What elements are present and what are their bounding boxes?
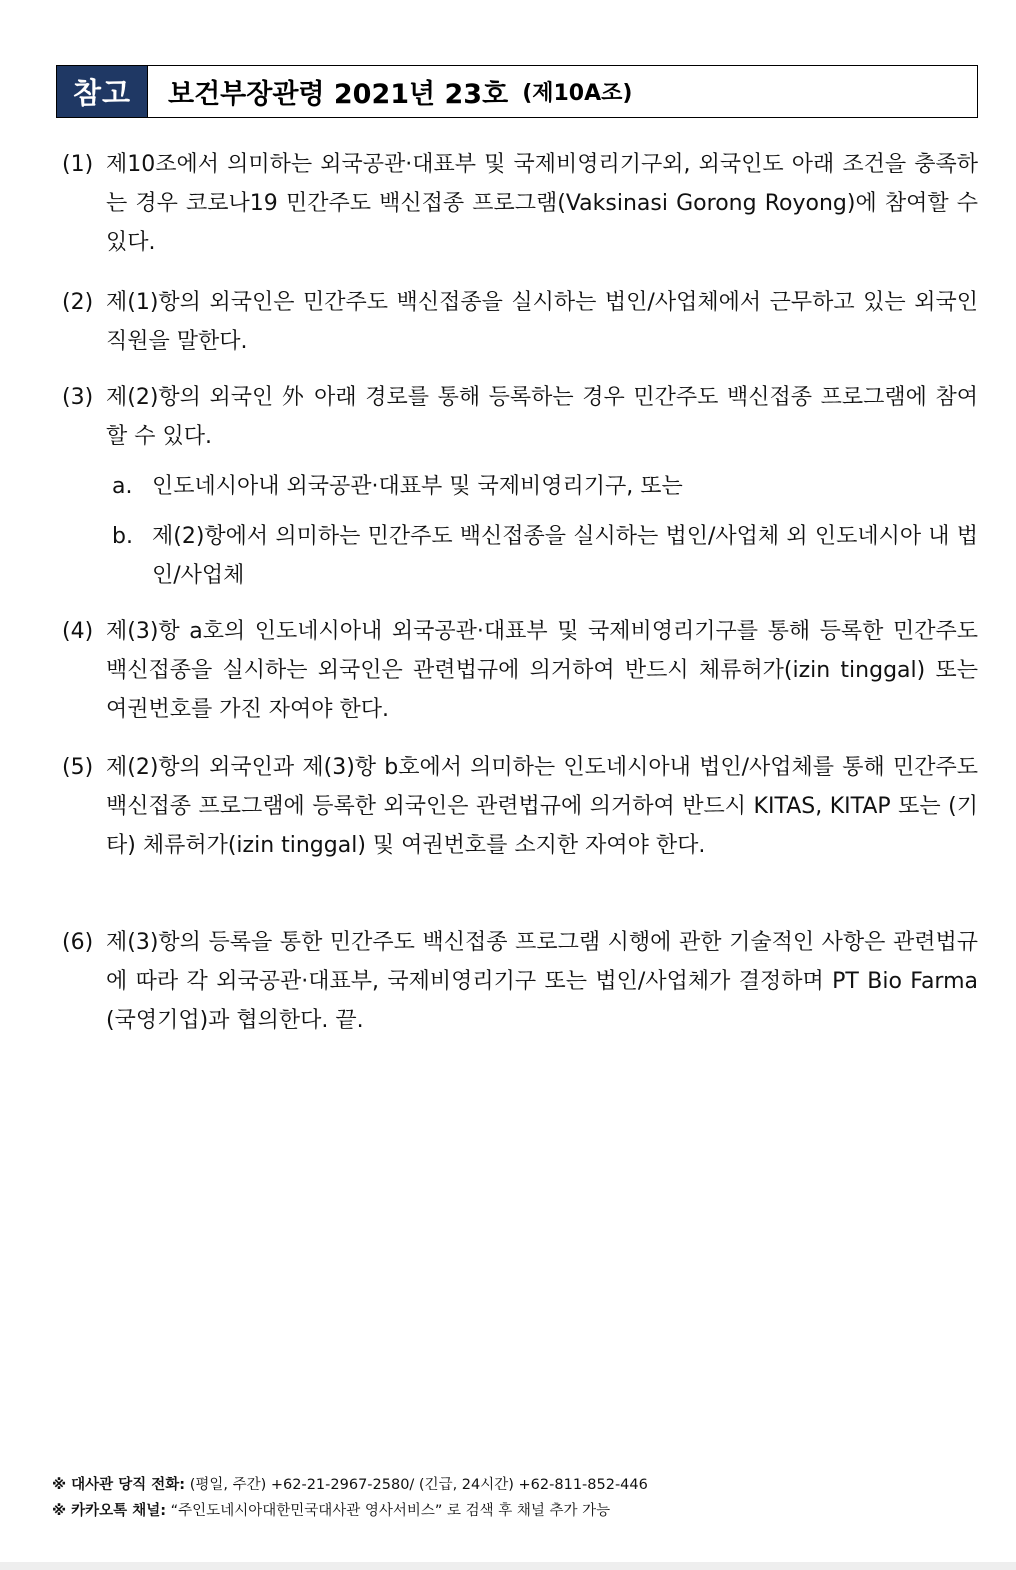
clause-text: 제(3)항의 등록을 통한 민간주도 백신접종 프로그램 시행에 관한 기술적인 사항은 관련법규에 따라 각 외국공관·대표부, 국제비영리기구 또는 법인/사업체가 결정하며 PT Bio Farma (국영기업)과 협의한다. 끝. (106, 930, 978, 1033)
document-title (148, 66, 977, 117)
clause-number: (4) (62, 619, 94, 644)
subclause-letter: b. (112, 524, 133, 549)
subclause-text: 인도네시아내 외국공관·대표부 및 국제비영리기구, 또는 (152, 474, 683, 499)
phone-numbers: (평일, 주간) +62-21-2967-2580/ (긴급, 24시간) +62-811-852-446 (185, 1477, 648, 1493)
clause-text: 제(2)항의 외국인 外 아래 경로를 통해 등록하는 경우 민간주도 백신접종 프로그램에 참여할 수 있다. (106, 385, 978, 449)
subclause-b (112, 517, 978, 595)
clause-text: 제10조에서 의미하는 외국공관·대표부 및 국제비영리기구외, 외국인도 아래 조건을 충족하는 경우 코로나19 민간주도 백신접종 프로그램(Vaksinasi Gorong Royong)에 참여할 수 있다. (106, 152, 978, 255)
title-article: (제10A조) (522, 81, 633, 106)
subclause-a (112, 467, 978, 506)
clause-4 (62, 612, 978, 729)
clause-number: (6) (62, 930, 94, 955)
clause-text: 제(1)항의 외국인은 민간주도 백신접종을 실시하는 법인/사업체에서 근무하고 있는 외국인 직원을 말한다. (106, 290, 978, 354)
kakao-instructions: “주인도네시아대한민국대사관 영사서비스” 로 검색 후 채널 추가 가능 (166, 1503, 611, 1519)
footer-phone (52, 1473, 648, 1494)
footer-kakao (52, 1499, 610, 1520)
clause-1 (62, 145, 978, 262)
clause-3 (62, 378, 978, 456)
clause-2 (62, 283, 978, 361)
title-box (56, 65, 978, 118)
clause-text: 제(3)항 a호의 인도네시아내 외국공관·대표부 및 국제비영리기구를 통해 등록한 민간주도 백신접종을 실시하는 외국인은 관련법규에 의거하여 반드시 체류허가(izin tinggal) 또는 여권번호를 가진 자여야 한다. (106, 619, 978, 722)
clause-number: (2) (62, 290, 94, 315)
subclause-text: 제(2)항에서 의미하는 민간주도 백신접종을 실시하는 법인/사업체 외 인도네시아 내 법인/사업체 (152, 524, 978, 588)
clause-text: 제(2)항의 외국인과 제(3)항 b호에서 의미하는 인도네시아내 법인/사업체를 통해 민간주도 백신접종 프로그램에 등록한 외국인은 관련법규에 의거하여 반드시 KITAS, KITAP 또는 (기타) 체류허가(izin tinggal) 및 여권번호를 소지한 자여야 한다. (106, 755, 978, 858)
phone-label: ※ 대사관 당직 전화: (52, 1477, 186, 1493)
clause-6 (62, 923, 978, 1040)
kakao-label: ※ 카카오톡 채널: (52, 1503, 167, 1519)
reference-tag: 참고 (57, 66, 148, 117)
clause-number: (3) (62, 385, 94, 410)
page-bottom-edge (0, 1562, 1016, 1570)
clause-number: (5) (62, 755, 94, 780)
title-main: 보건부장관령 2021년 23호 (168, 79, 509, 110)
clause-5 (62, 748, 978, 865)
subclause-letter: a. (112, 474, 133, 499)
clause-number: (1) (62, 152, 94, 177)
